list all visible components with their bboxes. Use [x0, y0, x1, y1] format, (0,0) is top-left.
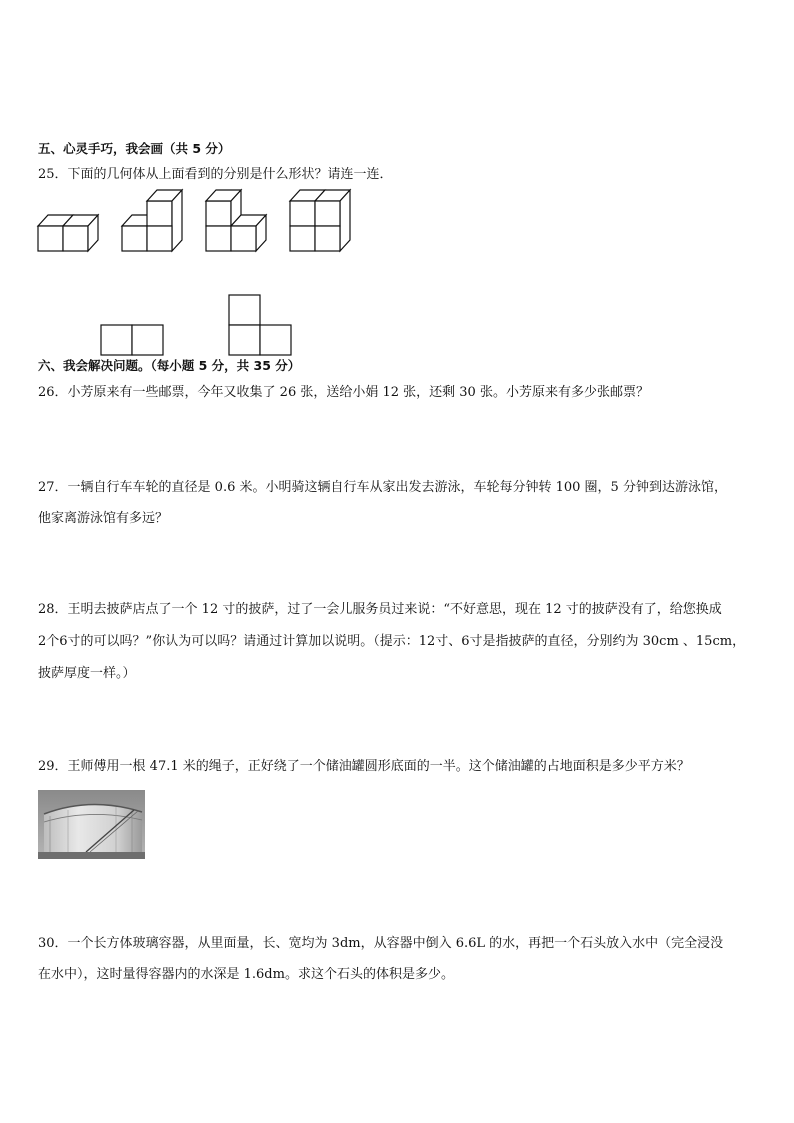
solid-3 — [204, 185, 270, 255]
question-30-line-2: 在水中），这时量得容器内的水深是 1.6dm。求这个石头的体积是多少。 — [38, 967, 454, 982]
view-two-squares — [100, 324, 166, 356]
question-26: 26．小芳原来有一些邮票，今年又收集了 26 张，送给小娟 12 张，还剩 30 张。小芳原来有多少张邮票？ — [38, 385, 649, 400]
question-27-line-2: 他家离游泳馆有多远？ — [38, 511, 169, 526]
question-28-line-1: 28．王明去披萨店点了一个 12 寸的披萨，过了一会儿服务员过来说：“不好意思，现在 12 寸的披萨没有了，给您换成 — [38, 602, 722, 617]
question-27-line-1: 27．一辆自行车车轮的直径是 0.6 米。小明骑这辆自行车从家出发去游泳，车轮每分钟转 100 圈，5 分钟到达游泳馆， — [38, 480, 727, 495]
question-25: 25．下面的几何体从上面看到的分别是什么形状？请连一连． — [38, 167, 393, 182]
section-5-title: 五、心灵手巧，我会画（共 5 分） — [38, 141, 231, 156]
solid-1 — [36, 205, 102, 253]
section-6-title: 六、我会解决问题。（每小题 5 分，共 35 分） — [38, 358, 301, 373]
view-l-shape — [228, 294, 294, 356]
solid-2 — [120, 185, 186, 255]
question-28-line-3: 披萨厚度一样。） — [38, 666, 136, 681]
question-29: 29．王师傅用一根 47.1 米的绳子，正好绕了一个储油罐圆形底面的一半。这个储油罐的占地面积是多少平方米？ — [38, 759, 690, 774]
question-28-line-2: 2个6寸的可以吗？”你认为可以吗？请通过计算加以说明。（提示：12寸、6寸是指披萨的直径，分别约为 30cm 、15cm， — [38, 634, 746, 649]
question-30-line-1: 30．一个长方体玻璃容器，从里面量，长、宽均为 3dm，从容器中倒入 6.6L 的水，再把一个石头放入水中（完全浸没 — [38, 936, 724, 951]
oil-storage-tank-photo — [38, 790, 145, 859]
solid-4 — [288, 185, 354, 255]
